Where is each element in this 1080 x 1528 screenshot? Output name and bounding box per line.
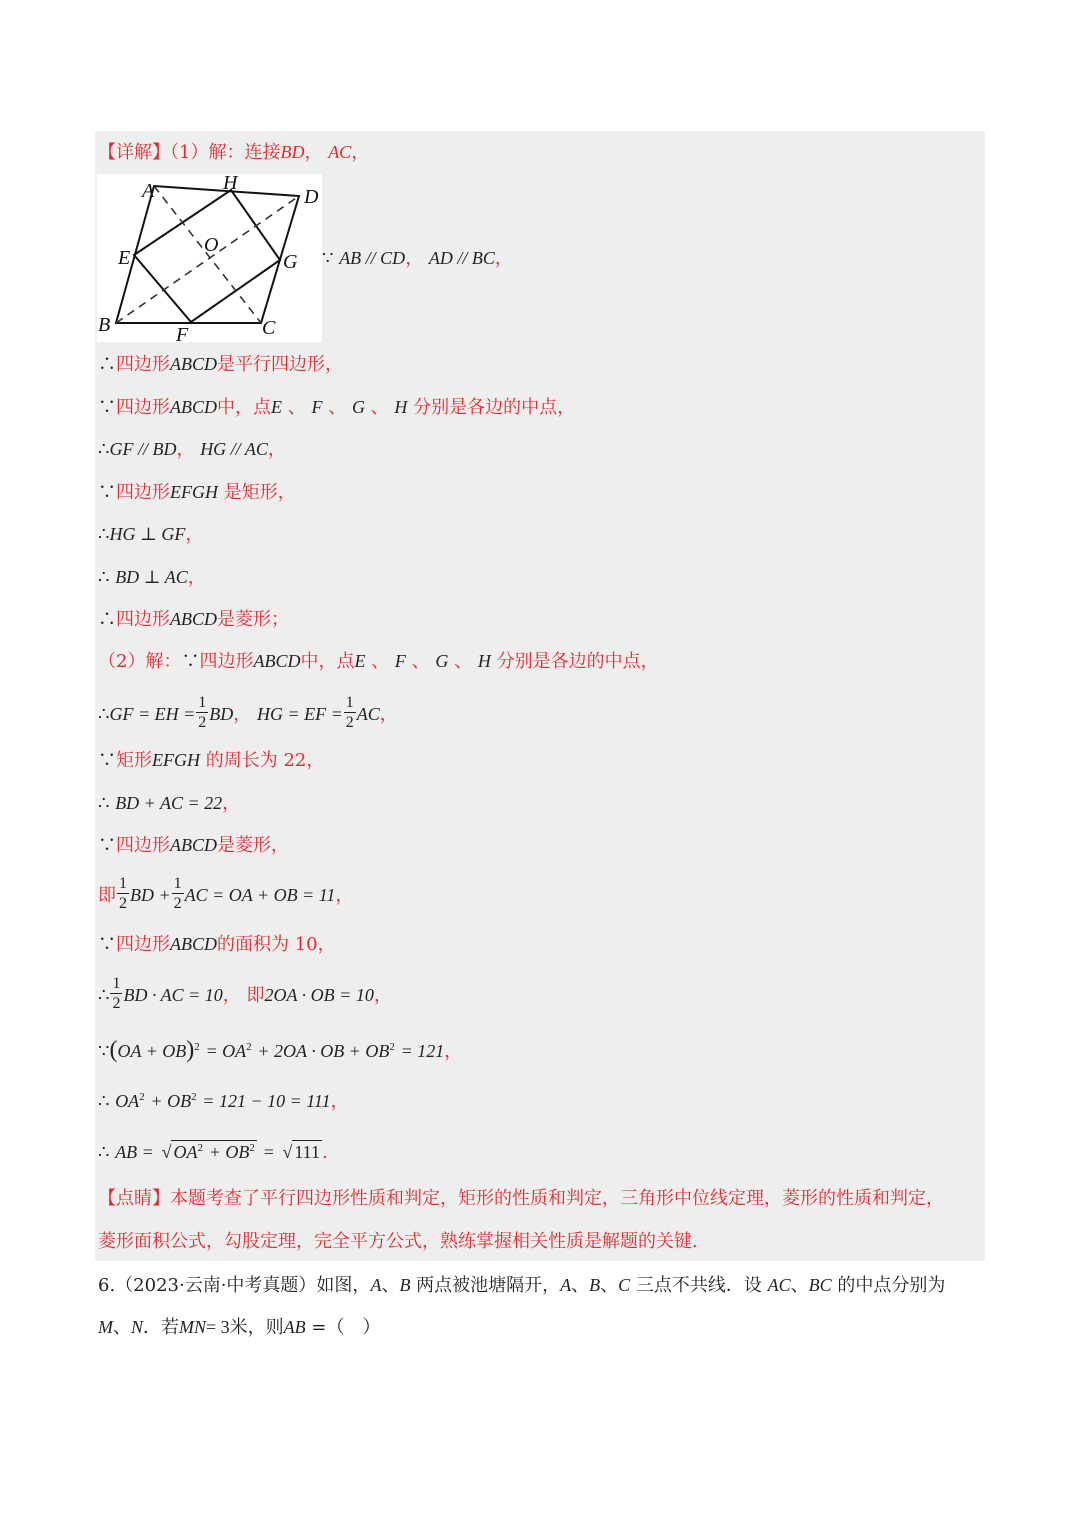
label-h: H bbox=[223, 174, 238, 194]
label-o: O bbox=[204, 234, 219, 256]
figure-svg bbox=[97, 174, 322, 342]
fraction: $\frac{1}{2}$ bbox=[173, 875, 182, 912]
fraction: $\frac{1}{2}$ bbox=[198, 694, 207, 731]
solution-header: 【详解】（1）解：连接BD， AC， bbox=[98, 142, 370, 163]
proof-line: ∵四边形ABCD的面积为 10， bbox=[98, 934, 336, 955]
radical-sign: √ bbox=[282, 1142, 293, 1162]
figure-caption: ∵ AB // CD， AD // BC， bbox=[322, 248, 513, 269]
fraction: $\frac{1}{2}$ bbox=[119, 875, 127, 912]
sqrt-expression: √ 111 bbox=[282, 1142, 321, 1162]
sqrt-expression: √ $OA^2 + OB^2$ bbox=[161, 1142, 255, 1162]
diagonal-bd bbox=[116, 196, 299, 323]
label-b: B bbox=[98, 314, 111, 336]
fraction: $\frac{1}{2}$ bbox=[112, 975, 121, 1012]
proof-line: ∴ $\frac{1}{2}$ BD · AC = 10， 即2OA · OB = 10， bbox=[98, 975, 392, 1012]
proof-line: ∴四边形ABCD是菱形； bbox=[98, 609, 289, 630]
proof-line: ∴HG ⊥ GF， bbox=[98, 524, 204, 545]
proof-line: ∴ AB = √ $OA^2 + OB^2$ = √ 111 . bbox=[98, 1134, 328, 1170]
proof-line: ∵四边形EFGH 是矩形， bbox=[98, 482, 296, 503]
proof-line: ∴GF // BD， HG // AC， bbox=[98, 439, 286, 460]
detail-tag: 【详解】 bbox=[98, 142, 170, 163]
radical-sign: √ bbox=[161, 1142, 172, 1162]
proof-line: ∴ $OA^2 + OB^2 = 121 - 10 = 111$， bbox=[98, 1091, 349, 1112]
label-f: F bbox=[176, 324, 189, 342]
problem-6-line-2: M、N．若MN= 3米，则AB =（ ） bbox=[98, 1317, 381, 1338]
comment-line-2: 菱形面积公式，勾股定理，完全平方公式，熟练掌握相关性质是解题的关键. bbox=[98, 1231, 698, 1252]
proof-line: （2）解：∵四边形ABCD中，点E 、 F 、 G 、 H 分别是各边的中点， bbox=[98, 651, 659, 672]
comment-line-1: 【点睛】本题考查了平行四边形性质和判定，矩形的性质和判定，三角形中位线定理，菱形的性质和判定， bbox=[98, 1188, 944, 1209]
label-e: E bbox=[118, 247, 131, 269]
proof-line: ∴四边形ABCD是平行四边形， bbox=[98, 354, 343, 375]
fraction: $\frac{1}{2}$ bbox=[345, 694, 354, 731]
proof-line: ∴ BD ⊥ AC， bbox=[98, 567, 206, 588]
proof-line: ∵四边形ABCD中，点E 、 F 、 G 、 H 分别是各边的中点， bbox=[98, 397, 576, 418]
problem-6-line-1: 6.（2023·云南·中考真题）如图，A、B 两点被池塘隔开，A、B、C 三点不共线．设 AC、BC 的中点分别为 bbox=[98, 1275, 946, 1296]
proof-line: ∴GF = EH = $\frac{1}{2}$ BD， HG = EF = $\frac{1}{2}$ AC， bbox=[98, 694, 398, 731]
proof-line: 即 $\frac{1}{2}$ BD + $\frac{1}{2}$ AC = OA + OB = 11， bbox=[98, 875, 354, 912]
label-c: C bbox=[262, 317, 276, 339]
proof-line: ∵(OA + $OB)^2 = OA^2 + 2OA$ · OB + $OB^2 = 121$， bbox=[98, 1037, 463, 1063]
parallelogram-figure bbox=[97, 174, 322, 342]
label-a: A bbox=[142, 180, 155, 202]
efgh-rectangle bbox=[134, 190, 280, 322]
label-g: G bbox=[283, 251, 298, 273]
proof-line: ∵四边形ABCD是菱形， bbox=[98, 835, 289, 856]
proof-line: ∴ BD + AC = 22， bbox=[98, 793, 241, 814]
proof-line: ∵矩形EFGH 的周长为 22， bbox=[98, 750, 325, 771]
comment-tag: 【点睛】 bbox=[98, 1188, 170, 1209]
label-d: D bbox=[304, 186, 319, 208]
